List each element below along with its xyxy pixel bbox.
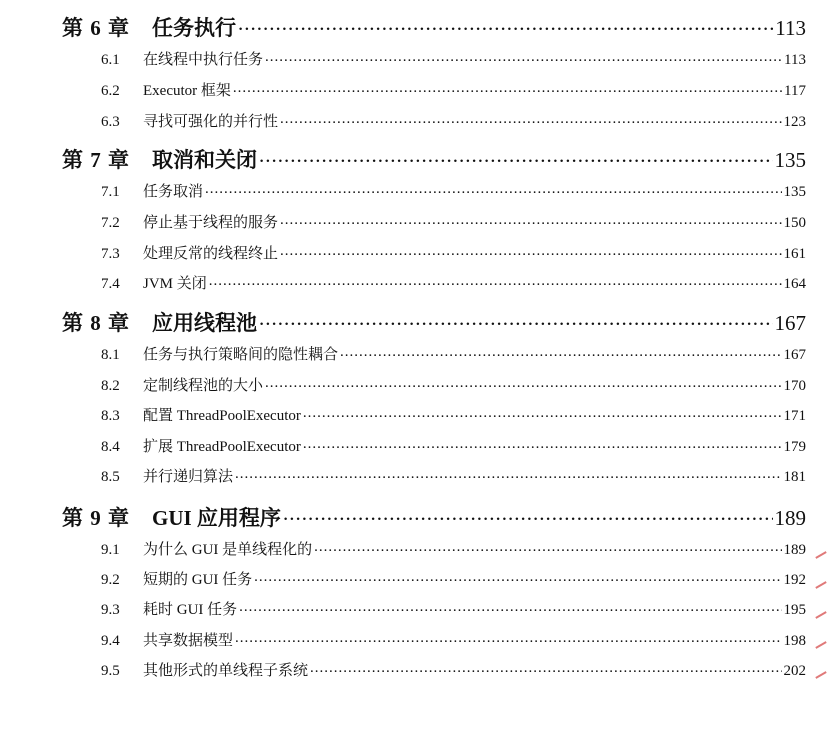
page-number: 181 (783, 469, 806, 485)
section-number: 6.2 (101, 83, 120, 99)
page-number: 117 (784, 83, 806, 99)
section-9-2-entry (101, 568, 806, 592)
section-7-3-entry (101, 242, 806, 266)
section-title: 配置 ThreadPoolExecutor (143, 408, 301, 424)
dot-leader (314, 539, 781, 554)
page-number: 189 (783, 542, 806, 558)
dot-leader (259, 146, 773, 167)
section-number: 9.1 (101, 542, 120, 558)
section-title: 停止基于线程的服务 (143, 215, 279, 231)
dot-leader (209, 273, 782, 288)
chapter-6-entry (62, 12, 806, 42)
section-number: 6.1 (101, 52, 120, 68)
section-7-1-entry (101, 180, 806, 204)
page-number: 167 (774, 311, 806, 335)
pen-mark (815, 641, 826, 649)
page-number: 167 (783, 347, 806, 363)
section-number: 8.4 (101, 439, 120, 455)
dot-leader (235, 630, 781, 645)
section-8-2-entry (101, 374, 806, 398)
dot-leader (239, 599, 781, 614)
section-9-3-entry (101, 598, 806, 622)
section-8-4-entry (101, 435, 806, 459)
section-6-1-entry (101, 48, 806, 72)
section-number: 7.2 (101, 215, 120, 231)
dot-leader (280, 111, 781, 126)
section-title: 为什么 GUI 是单线程化的 (143, 542, 313, 558)
section-number: 7.4 (101, 276, 120, 292)
section-number: 8.3 (101, 408, 120, 424)
pen-mark (815, 611, 826, 619)
section-number: 9.2 (101, 572, 120, 588)
dot-leader (265, 49, 782, 64)
page-number: 164 (783, 276, 806, 292)
section-title: JVM 关闭 (143, 276, 207, 292)
section-number: 9.4 (101, 633, 120, 649)
page-number: 171 (783, 408, 806, 424)
page-number: 150 (783, 215, 806, 231)
pen-mark (815, 581, 826, 589)
chapter-8-entry (62, 307, 806, 337)
dot-leader (205, 181, 781, 196)
chapter-9-entry (62, 502, 806, 532)
section-title: Executor 框架 (143, 83, 231, 99)
section-title: 并行递归算法 (143, 469, 234, 485)
section-title: 扩展 ThreadPoolExecutor (143, 439, 301, 455)
page-number: 198 (783, 633, 806, 649)
chapter-number: 第 9 章 (62, 506, 130, 530)
chapter-title: 任务执行 (152, 16, 236, 40)
section-8-3-entry (101, 404, 806, 428)
page-number: 179 (783, 439, 806, 455)
section-6-3-entry (101, 110, 806, 134)
page-number: 170 (783, 378, 806, 394)
section-8-5-entry (101, 465, 806, 489)
section-number: 9.5 (101, 663, 120, 679)
section-9-1-entry (101, 538, 806, 562)
section-number: 6.3 (101, 114, 120, 130)
dot-leader (238, 14, 773, 35)
dot-leader (280, 243, 781, 258)
page-number: 135 (774, 148, 806, 172)
section-title: 任务取消 (143, 184, 204, 200)
dot-leader (254, 569, 781, 584)
section-number: 7.3 (101, 246, 120, 262)
section-number: 8.2 (101, 378, 120, 394)
section-title: 在线程中执行任务 (143, 52, 264, 68)
chapter-7-entry (62, 144, 806, 174)
dot-leader (233, 80, 782, 95)
dot-leader (340, 344, 781, 359)
pen-mark (815, 551, 826, 559)
section-number: 8.1 (101, 347, 120, 363)
chapter-number: 第 8 章 (62, 311, 130, 335)
section-number: 9.3 (101, 602, 120, 618)
section-title: 短期的 GUI 任务 (143, 572, 253, 588)
chapter-number: 第 7 章 (62, 148, 130, 172)
section-number: 7.1 (101, 184, 120, 200)
pen-mark (815, 671, 826, 679)
page-number: 189 (774, 506, 806, 530)
page-number: 123 (783, 114, 806, 130)
section-7-4-entry (101, 272, 806, 296)
section-9-4-entry (101, 629, 806, 653)
section-title: 共享数据模型 (143, 633, 234, 649)
dot-leader (265, 375, 781, 390)
page-number: 192 (783, 572, 806, 588)
chapter-title: GUI 应用程序 (152, 506, 281, 530)
dot-leader (235, 466, 781, 481)
dot-leader (303, 436, 782, 451)
dot-leader (259, 309, 773, 330)
chapter-title: 应用线程池 (152, 311, 257, 335)
section-8-1-entry (101, 343, 806, 367)
section-9-5-entry (101, 659, 806, 683)
section-title: 定制线程池的大小 (143, 378, 264, 394)
section-title: 其他形式的单线程子系统 (143, 663, 309, 679)
page-number: 135 (783, 184, 806, 200)
dot-leader (303, 405, 782, 420)
page-number: 195 (783, 602, 806, 618)
page-number: 161 (783, 246, 806, 262)
section-title: 任务与执行策略间的隐性耦合 (143, 347, 339, 363)
page-number: 113 (775, 16, 806, 40)
dot-leader (280, 212, 781, 227)
section-number: 8.5 (101, 469, 120, 485)
dot-leader (283, 504, 773, 525)
section-title: 耗时 GUI 任务 (143, 602, 238, 618)
page-number: 113 (784, 52, 806, 68)
chapter-title: 取消和关闭 (152, 148, 257, 172)
dot-leader (310, 660, 781, 675)
page-number: 202 (783, 663, 806, 679)
chapter-number: 第 6 章 (62, 16, 130, 40)
section-title: 处理反常的线程终止 (143, 246, 279, 262)
section-6-2-entry (101, 79, 806, 103)
margin-pen-marks (809, 540, 829, 700)
section-title: 寻找可强化的并行性 (143, 114, 279, 130)
section-7-2-entry (101, 211, 806, 235)
